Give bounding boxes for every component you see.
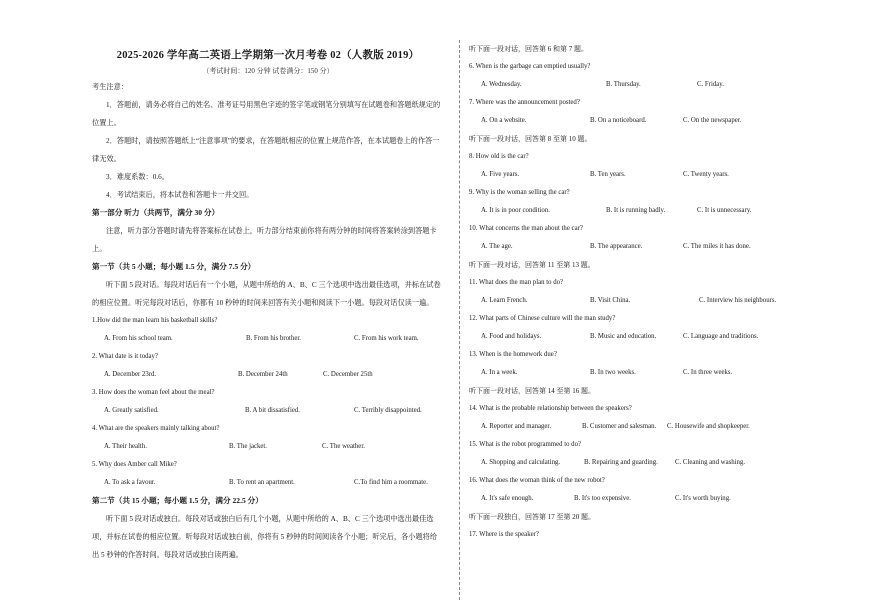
question-14: 14. What is the probable relationship between the speakers?: [469, 405, 632, 412]
options-14: [469, 418, 791, 436]
option-c: C. It is unnecessary.: [697, 207, 752, 214]
option-a: A. Wednesday.: [481, 81, 522, 88]
option-c: C. Housewife and shopkeeper.: [667, 423, 750, 430]
options-2: [92, 366, 444, 384]
note-11-13: 听下面一段对话，回答第 11 至第 13 题。: [469, 261, 595, 269]
options-10: [469, 238, 791, 256]
option-c: C. The weather.: [322, 443, 365, 450]
option-c: C. It's worth buying.: [675, 495, 731, 502]
option-c: C. In three weeks.: [683, 369, 733, 376]
question-8: 8. How old is the car?: [469, 153, 529, 160]
option-c: C. Friday.: [697, 81, 724, 88]
option-b: B. In two weeks.: [590, 369, 636, 376]
option-c: C. The miles it has done.: [683, 243, 751, 250]
left-column: [92, 40, 444, 564]
note-8-10: 听下面一段对话，回答第 8 至第 10 题。: [469, 135, 592, 143]
right-column: [469, 40, 791, 544]
option-c: C. Terribly disappointed.: [354, 407, 422, 414]
option-a: A. On a website.: [481, 117, 527, 124]
notice-1: 1．答题前，请务必将自己的姓名、准考证号用黑色字迹的签字笔或钢笔分别填写在试题卷和答题纸规定的位置上。: [92, 101, 441, 127]
question-4: 4. What are the speakers mainly talking about?: [92, 425, 220, 432]
option-a: A. To ask a favour.: [104, 479, 156, 486]
options-4: [92, 438, 444, 456]
question-9: 9. Why is the woman selling the car?: [469, 189, 570, 196]
option-b: B. It's too expensive.: [574, 495, 631, 502]
option-b: B. Customer and salesman.: [582, 423, 657, 430]
option-b: B. To rent an apartment.: [229, 479, 295, 486]
question-12: 12. What parts of Chinese culture will the man study?: [469, 315, 616, 322]
question-17: 17. Where is the speaker?: [469, 531, 539, 538]
exam-title: 2025-2026 学年高二英语上学期第一次月考卷 02（人教版 2019）: [116, 50, 420, 61]
part1-heading: 第一部分 听力（共两节，满分 30 分）: [92, 208, 220, 217]
options-6: [469, 76, 791, 94]
option-a: A. It is in poor condition.: [481, 207, 550, 214]
option-b: B. Thursday.: [606, 81, 641, 88]
notice-heading: 考生注意：: [92, 83, 128, 91]
option-a: A. Five years.: [481, 171, 520, 178]
section1-instructions: 听下面 5 段对话。每段对话后有一个小题，从题中所给的 A、B、C 三个选项中选出最佳选项，并标在试卷的相应位置。听完每段对话后，你都有 10 秒钟的时间来回答有关小题和阅读下一小题。每段对话仅读一遍。: [92, 281, 441, 307]
section2-instructions: 听下面 5 段对话或独白。每段对话或独白后有几个小题，从题中所给的 A、B、C 三个选项中选出最佳选项，并标在试卷的相应位置。听每段对话或独白前，你将有 5 秒钟的时间阅读各个小题；听完后，各小题将给出 5 秒钟的作答时间。每段对话或独白读两遍。: [92, 515, 438, 559]
option-b: B. Repairing and guarding.: [584, 459, 658, 466]
question-5: 5. Why does Amber call Mike?: [92, 461, 177, 468]
options-1: [92, 330, 444, 348]
option-a: A. It's safe enough.: [481, 495, 534, 502]
notice-4: 4．考试结束后，将本试卷和答题卡一并交回。: [106, 191, 254, 199]
option-b: B. On a noticeboard.: [590, 117, 647, 124]
option-b: B. From his brother.: [246, 335, 301, 342]
options-12: [469, 328, 791, 346]
question-11: 11. What does the man plan to do?: [469, 279, 564, 286]
note-6-7: 听下面一段对话，回答第 6 和第 7 题。: [469, 45, 588, 53]
part1-note: 注意，听力部分答题时请先将答案标在试卷上，听力部分结束前你将有两分钟的时间将答案转涂到答题卡上。: [92, 227, 437, 253]
option-a: A. Greatly satisfied.: [104, 407, 159, 414]
section1-heading: 第一节（共 5 小题；每小题 1.5 分，满分 7.5 分）: [92, 262, 256, 271]
question-3: 3. How does the woman feel about the meal?: [92, 389, 215, 396]
option-c: C. Interview his neighbours.: [699, 297, 777, 304]
option-b: B. A bit dissatisfied.: [245, 407, 300, 414]
options-11: [469, 292, 791, 310]
option-c: C. From his work team.: [354, 335, 419, 342]
option-c: C. On the newspaper.: [683, 117, 742, 124]
option-a: A. The age.: [481, 243, 513, 250]
section2-heading: 第二节（共 15 小题；每小题 1.5 分，满分 22.5 分）: [92, 496, 263, 505]
question-13: 13. When is the homework due?: [469, 351, 557, 358]
question-1: 1.How did the man learn his basketball skills?: [92, 317, 218, 324]
option-c: C. Cleaning and washing.: [675, 459, 746, 466]
option-a: A. Shopping and calculating.: [481, 459, 561, 466]
option-a: A. Learn French.: [481, 297, 528, 304]
question-16: 16. What does the woman think of the new robot?: [469, 477, 605, 484]
option-b: B. December 24th: [238, 371, 288, 378]
option-b: B. The jacket.: [229, 443, 268, 450]
option-b: B. It is running badly.: [606, 207, 666, 214]
option-c: C. December 25th: [323, 371, 373, 378]
exam-subtitle: （考试时间：120 分钟 试卷满分：150 分）: [202, 67, 334, 75]
option-b: B. Music and education.: [590, 333, 657, 340]
question-2: 2. What date is it today?: [92, 353, 158, 360]
options-15: [469, 454, 791, 472]
question-10: 10. What concerns the man about the car?: [469, 225, 583, 232]
option-a: A. December 23rd.: [104, 371, 157, 378]
option-a: A. Food and holidays.: [481, 333, 542, 340]
option-b: B. Ten years.: [590, 171, 626, 178]
note-14-16: 听下面一段对话，回答第 14 至第 16 题。: [469, 387, 595, 395]
options-7: [469, 112, 791, 130]
question-15: 15. What is the robot programmed to do?: [469, 441, 581, 448]
options-3: [92, 402, 444, 420]
options-5: [92, 474, 444, 492]
option-c: C.To find him a roommate.: [354, 479, 428, 486]
option-b: B. Visit China.: [590, 297, 631, 304]
option-a: A. Reporter and manager.: [481, 423, 552, 430]
question-7: 7. Where was the announcement posted?: [469, 99, 580, 106]
notice-2: 2．答题时，请按照答题纸上“注意事项”的要求，在答题纸相应的位置上规范作答，在本试题卷上的作答一律无效。: [92, 137, 440, 163]
option-c: C. Language and traditions.: [683, 333, 759, 340]
option-b: B. The appearance.: [590, 243, 643, 250]
options-9: [469, 202, 791, 220]
options-16: [469, 490, 791, 508]
options-13: [469, 364, 791, 382]
option-a: A. From his school team.: [104, 335, 173, 342]
option-a: A. In a week.: [481, 369, 518, 376]
notice-3: 3．难度系数：0.6。: [106, 173, 169, 181]
option-c: C. Twenty years.: [683, 171, 729, 178]
note-17-20: 听下面一段独白，回答第 17 至第 20 题。: [469, 513, 595, 521]
column-divider: [459, 40, 460, 600]
question-6: 6. When is the garbage can emptied usually?: [469, 63, 591, 70]
option-a: A. Their health.: [104, 443, 147, 450]
options-8: [469, 166, 791, 184]
